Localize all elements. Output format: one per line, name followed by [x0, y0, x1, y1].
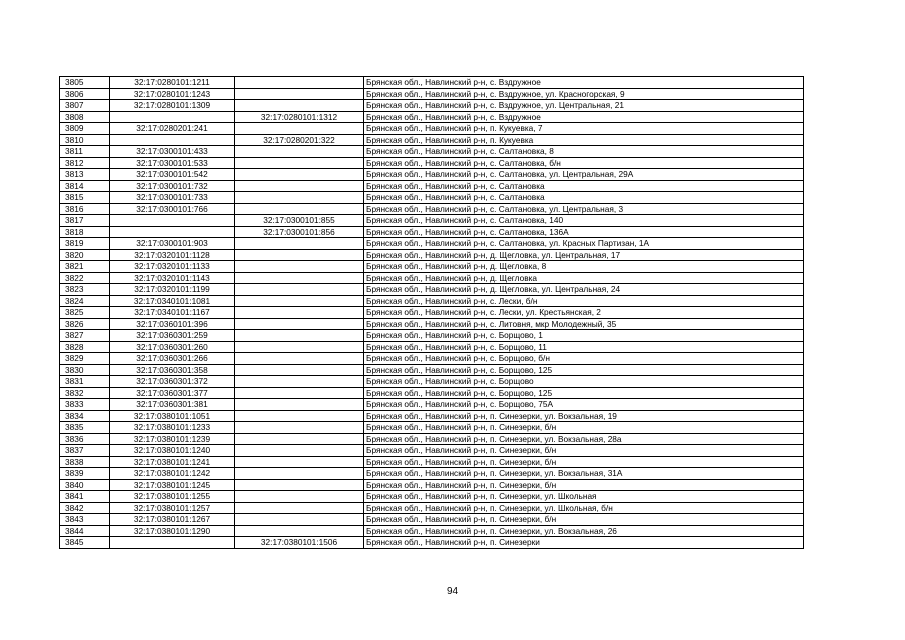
row-number-cell: 3820	[60, 249, 110, 261]
table-row	[60, 330, 804, 342]
address-cell: Брянская обл., Навлинский р-н, с. Вздружное, ул. Красногорская, 9	[364, 88, 804, 100]
row-number-cell: 3813	[60, 169, 110, 181]
row-number-cell: 3816	[60, 203, 110, 215]
cadastral-number-cell: 32:17:0320101:1199	[110, 284, 235, 296]
address-cell: Брянская обл., Навлинский р-н, п. Синезерки, ул. Вокзальная, 31А	[364, 468, 804, 480]
cadastral-number-alt-cell	[235, 433, 364, 445]
cadastral-number-cell: 32:17:0360301:381	[110, 399, 235, 411]
table-row	[60, 134, 804, 146]
address-cell: Брянская обл., Навлинский р-н, п. Синезерки, б/н	[364, 514, 804, 526]
cadastral-number-cell	[110, 134, 235, 146]
cadastral-number-cell: 32:17:0360301:372	[110, 376, 235, 388]
table-row	[60, 169, 804, 181]
table-row	[60, 433, 804, 445]
table-row	[60, 479, 804, 491]
cadastral-number-alt-cell	[235, 353, 364, 365]
cadastral-number-alt-cell	[235, 502, 364, 514]
row-number-cell: 3836	[60, 433, 110, 445]
cadastral-number-cell: 32:17:0340101:1167	[110, 307, 235, 319]
table-row	[60, 514, 804, 526]
cadastral-number-alt-cell: 32:17:0280201:322	[235, 134, 364, 146]
row-number-cell: 3823	[60, 284, 110, 296]
address-cell: Брянская обл., Навлинский р-н, п. Синезерки, ул. Школьная	[364, 491, 804, 503]
table-row	[60, 180, 804, 192]
address-cell: Брянская обл., Навлинский р-н, п. Синезерки, б/н	[364, 422, 804, 434]
page-number: 94	[446, 586, 459, 597]
row-number-cell: 3845	[60, 537, 110, 549]
cadastral-number-cell: 32:17:0360301:358	[110, 364, 235, 376]
address-cell: Брянская обл., Навлинский р-н, п. Синезерки, ул. Вокзальная, 26	[364, 525, 804, 537]
table-row	[60, 445, 804, 457]
cadastral-number-cell: 32:17:0300101:766	[110, 203, 235, 215]
table-row	[60, 284, 804, 296]
cadastral-number-cell: 32:17:0380101:1267	[110, 514, 235, 526]
cadastral-number-cell	[110, 215, 235, 227]
row-number-cell: 3842	[60, 502, 110, 514]
row-number-cell: 3822	[60, 272, 110, 284]
cadastral-number-cell: 32:17:0380101:1239	[110, 433, 235, 445]
table-row	[60, 376, 804, 388]
cadastral-number-cell	[110, 537, 235, 549]
table-row	[60, 537, 804, 549]
cadastral-number-alt-cell	[235, 387, 364, 399]
cadastral-number-cell: 32:17:0320101:1128	[110, 249, 235, 261]
row-number-cell: 3817	[60, 215, 110, 227]
address-cell: Брянская обл., Навлинский р-н, д. Щегловка, 8	[364, 261, 804, 273]
address-cell: Брянская обл., Навлинский р-н, с. Салтановка	[364, 192, 804, 204]
row-number-cell: 3833	[60, 399, 110, 411]
cadastral-number-alt-cell	[235, 341, 364, 353]
cadastral-number-cell: 32:17:0280101:1243	[110, 88, 235, 100]
cadastral-number-cell: 32:17:0300101:542	[110, 169, 235, 181]
address-cell: Брянская обл., Навлинский р-н, п. Кукуевка	[364, 134, 804, 146]
row-number-cell: 3826	[60, 318, 110, 330]
cadastral-number-alt-cell: 32:17:0300101:855	[235, 215, 364, 227]
table-row	[60, 387, 804, 399]
address-cell: Брянская обл., Навлинский р-н, с. Вздружное	[364, 111, 804, 123]
cadastral-number-alt-cell	[235, 468, 364, 480]
cadastral-number-alt-cell	[235, 376, 364, 388]
cadastral-number-cell: 32:17:0300101:903	[110, 238, 235, 250]
table-row	[60, 318, 804, 330]
table-row	[60, 341, 804, 353]
address-cell: Брянская обл., Навлинский р-н, с. Борщово, 75А	[364, 399, 804, 411]
row-number-cell: 3830	[60, 364, 110, 376]
table-row	[60, 146, 804, 158]
table-row	[60, 77, 804, 89]
cadastral-number-cell: 32:17:0380101:1241	[110, 456, 235, 468]
row-number-cell: 3834	[60, 410, 110, 422]
cadastral-number-alt-cell	[235, 100, 364, 112]
row-number-cell: 3814	[60, 180, 110, 192]
cadastral-number-alt-cell	[235, 157, 364, 169]
cadastral-number-alt-cell	[235, 399, 364, 411]
address-cell: Брянская обл., Навлинский р-н, с. Салтановка, 8	[364, 146, 804, 158]
address-cell: Брянская обл., Навлинский р-н, с. Салтановка, 140	[364, 215, 804, 227]
cadastral-number-alt-cell	[235, 272, 364, 284]
table-row	[60, 249, 804, 261]
table-row	[60, 203, 804, 215]
address-cell: Брянская обл., Навлинский р-н, с. Лески, б/н	[364, 295, 804, 307]
cadastral-number-alt-cell	[235, 261, 364, 273]
row-number-cell: 3844	[60, 525, 110, 537]
row-number-cell: 3821	[60, 261, 110, 273]
cadastral-number-cell: 32:17:0320101:1133	[110, 261, 235, 273]
cadastral-number-alt-cell	[235, 295, 364, 307]
table-row	[60, 295, 804, 307]
table-row	[60, 410, 804, 422]
address-cell: Брянская обл., Навлинский р-н, п. Синезерки, ул. Вокзальная, 19	[364, 410, 804, 422]
row-number-cell: 3840	[60, 479, 110, 491]
cadastral-number-cell: 32:17:0360301:266	[110, 353, 235, 365]
cadastral-number-cell: 32:17:0320101:1143	[110, 272, 235, 284]
row-number-cell: 3831	[60, 376, 110, 388]
cadastral-number-cell: 32:17:0280101:1309	[110, 100, 235, 112]
address-cell: Брянская обл., Навлинский р-н, с. Салтановка	[364, 180, 804, 192]
cadastral-number-alt-cell	[235, 169, 364, 181]
cadastral-number-cell: 32:17:0280201:241	[110, 123, 235, 135]
row-number-cell: 3818	[60, 226, 110, 238]
address-cell: Брянская обл., Навлинский р-н, д. Щегловка, ул. Центральная, 17	[364, 249, 804, 261]
address-cell: Брянская обл., Навлинский р-н, с. Вздружное, ул. Центральная, 21	[364, 100, 804, 112]
cadastral-number-alt-cell	[235, 307, 364, 319]
cadastral-number-cell: 32:17:0300101:533	[110, 157, 235, 169]
address-cell: Брянская обл., Навлинский р-н, с. Салтановка, ул. Центральная, 3	[364, 203, 804, 215]
address-cell: Брянская обл., Навлинский р-н, с. Борщово, 11	[364, 341, 804, 353]
cadastral-number-alt-cell	[235, 364, 364, 376]
address-cell: Брянская обл., Навлинский р-н, п. Синезерки, б/н	[364, 456, 804, 468]
address-cell: Брянская обл., Навлинский р-н, с. Салтановка, б/н	[364, 157, 804, 169]
cadastral-number-alt-cell	[235, 445, 364, 457]
table-row	[60, 215, 804, 227]
table-row	[60, 307, 804, 319]
cadastral-number-alt-cell	[235, 77, 364, 89]
cadastral-number-alt-cell	[235, 88, 364, 100]
cadastral-number-cell: 32:17:0300101:732	[110, 180, 235, 192]
cadastral-number-cell: 32:17:0380101:1242	[110, 468, 235, 480]
row-number-cell: 3815	[60, 192, 110, 204]
row-number-cell: 3825	[60, 307, 110, 319]
row-number-cell: 3835	[60, 422, 110, 434]
cadastral-number-cell: 32:17:0380101:1051	[110, 410, 235, 422]
table-row	[60, 399, 804, 411]
address-cell: Брянская обл., Навлинский р-н, п. Кукуевка, 7	[364, 123, 804, 135]
table-row	[60, 192, 804, 204]
table-row	[60, 468, 804, 480]
address-cell: Брянская обл., Навлинский р-н, с. Борщово	[364, 376, 804, 388]
cadastral-number-alt-cell	[235, 514, 364, 526]
cadastral-number-cell: 32:17:0380101:1233	[110, 422, 235, 434]
table-body	[60, 77, 804, 549]
address-cell: Брянская обл., Навлинский р-н, п. Синезерки	[364, 537, 804, 549]
cadastral-number-cell: 32:17:0380101:1240	[110, 445, 235, 457]
cadastral-number-alt-cell	[235, 318, 364, 330]
address-cell: Брянская обл., Навлинский р-н, с. Борщово, б/н	[364, 353, 804, 365]
address-cell: Брянская обл., Навлинский р-н, с. Салтановка, ул. Центральная, 29А	[364, 169, 804, 181]
cadastral-number-alt-cell	[235, 146, 364, 158]
cadastral-number-alt-cell: 32:17:0300101:856	[235, 226, 364, 238]
table-row	[60, 261, 804, 273]
cadastral-number-alt-cell	[235, 284, 364, 296]
row-number-cell: 3806	[60, 88, 110, 100]
address-cell: Брянская обл., Навлинский р-н, с. Салтановка, 136А	[364, 226, 804, 238]
table-row	[60, 88, 804, 100]
cadastral-number-cell: 32:17:0380101:1245	[110, 479, 235, 491]
address-cell: Брянская обл., Навлинский р-н, с. Борщово, 125	[364, 364, 804, 376]
address-cell: Брянская обл., Навлинский р-н, с. Салтановка, ул. Красных Партизан, 1А	[364, 238, 804, 250]
table-row	[60, 456, 804, 468]
table-row	[60, 123, 804, 135]
row-number-cell: 3805	[60, 77, 110, 89]
table-row	[60, 525, 804, 537]
cadastral-number-alt-cell	[235, 238, 364, 250]
cadastral-number-cell	[110, 226, 235, 238]
table-row	[60, 272, 804, 284]
row-number-cell: 3824	[60, 295, 110, 307]
table-row	[60, 353, 804, 365]
table-row	[60, 157, 804, 169]
cadastral-number-alt-cell	[235, 123, 364, 135]
address-cell: Брянская обл., Навлинский р-н, д. Щегловка, ул. Центральная, 24	[364, 284, 804, 296]
row-number-cell: 3832	[60, 387, 110, 399]
row-number-cell: 3809	[60, 123, 110, 135]
row-number-cell: 3837	[60, 445, 110, 457]
address-cell: Брянская обл., Навлинский р-н, п. Синезерки, б/н	[364, 445, 804, 457]
cadastral-number-alt-cell	[235, 330, 364, 342]
cadastral-number-cell: 32:17:0360301:377	[110, 387, 235, 399]
row-number-cell: 3839	[60, 468, 110, 480]
row-number-cell: 3808	[60, 111, 110, 123]
table-row	[60, 100, 804, 112]
table-row	[60, 226, 804, 238]
row-number-cell: 3827	[60, 330, 110, 342]
table-row	[60, 491, 804, 503]
address-cell: Брянская обл., Навлинский р-н, с. Вздружное	[364, 77, 804, 89]
cadastral-number-alt-cell	[235, 192, 364, 204]
cadastral-number-alt-cell	[235, 479, 364, 491]
row-number-cell: 3838	[60, 456, 110, 468]
row-number-cell: 3810	[60, 134, 110, 146]
cadastral-number-cell: 32:17:0380101:1255	[110, 491, 235, 503]
row-number-cell: 3828	[60, 341, 110, 353]
cadastral-number-cell: 32:17:0360301:260	[110, 341, 235, 353]
table-row	[60, 364, 804, 376]
table-row	[60, 502, 804, 514]
address-cell: Брянская обл., Навлинский р-н, п. Синезерки, ул. Школьная, б/н	[364, 502, 804, 514]
cadastral-number-cell: 32:17:0300101:733	[110, 192, 235, 204]
cadastral-number-alt-cell	[235, 491, 364, 503]
cadastral-number-alt-cell	[235, 525, 364, 537]
row-number-cell: 3807	[60, 100, 110, 112]
address-cell: Брянская обл., Навлинский р-н, с. Борщово, 1	[364, 330, 804, 342]
cadastral-number-alt-cell: 32:17:0380101:1506	[235, 537, 364, 549]
property-table	[59, 76, 804, 549]
cadastral-number-alt-cell: 32:17:0280101:1312	[235, 111, 364, 123]
row-number-cell: 3829	[60, 353, 110, 365]
address-cell: Брянская обл., Навлинский р-н, п. Синезерки, б/н	[364, 479, 804, 491]
cadastral-number-cell: 32:17:0380101:1257	[110, 502, 235, 514]
row-number-cell: 3843	[60, 514, 110, 526]
row-number-cell: 3811	[60, 146, 110, 158]
address-cell: Брянская обл., Навлинский р-н, с. Литовня, мкр Молодежный, 35	[364, 318, 804, 330]
cadastral-number-alt-cell	[235, 422, 364, 434]
address-cell: Брянская обл., Навлинский р-н, с. Лески, ул. Крестьянская, 2	[364, 307, 804, 319]
cadastral-number-alt-cell	[235, 203, 364, 215]
cadastral-number-cell: 32:17:0280101:1211	[110, 77, 235, 89]
cadastral-number-alt-cell	[235, 249, 364, 261]
address-cell: Брянская обл., Навлинский р-н, д. Щегловка	[364, 272, 804, 284]
address-cell: Брянская обл., Навлинский р-н, с. Борщово, 125	[364, 387, 804, 399]
address-cell: Брянская обл., Навлинский р-н, п. Синезерки, ул. Вокзальная, 28а	[364, 433, 804, 445]
cadastral-number-alt-cell	[235, 456, 364, 468]
row-number-cell: 3812	[60, 157, 110, 169]
table-row	[60, 422, 804, 434]
cadastral-number-cell: 32:17:0340101:1081	[110, 295, 235, 307]
row-number-cell: 3819	[60, 238, 110, 250]
table-row	[60, 238, 804, 250]
cadastral-number-alt-cell	[235, 180, 364, 192]
cadastral-number-alt-cell	[235, 410, 364, 422]
cadastral-number-cell	[110, 111, 235, 123]
cadastral-number-cell: 32:17:0360301:259	[110, 330, 235, 342]
cadastral-number-cell: 32:17:0360101:396	[110, 318, 235, 330]
cadastral-number-cell: 32:17:0300101:433	[110, 146, 235, 158]
table-row	[60, 111, 804, 123]
row-number-cell: 3841	[60, 491, 110, 503]
cadastral-number-cell: 32:17:0380101:1290	[110, 525, 235, 537]
